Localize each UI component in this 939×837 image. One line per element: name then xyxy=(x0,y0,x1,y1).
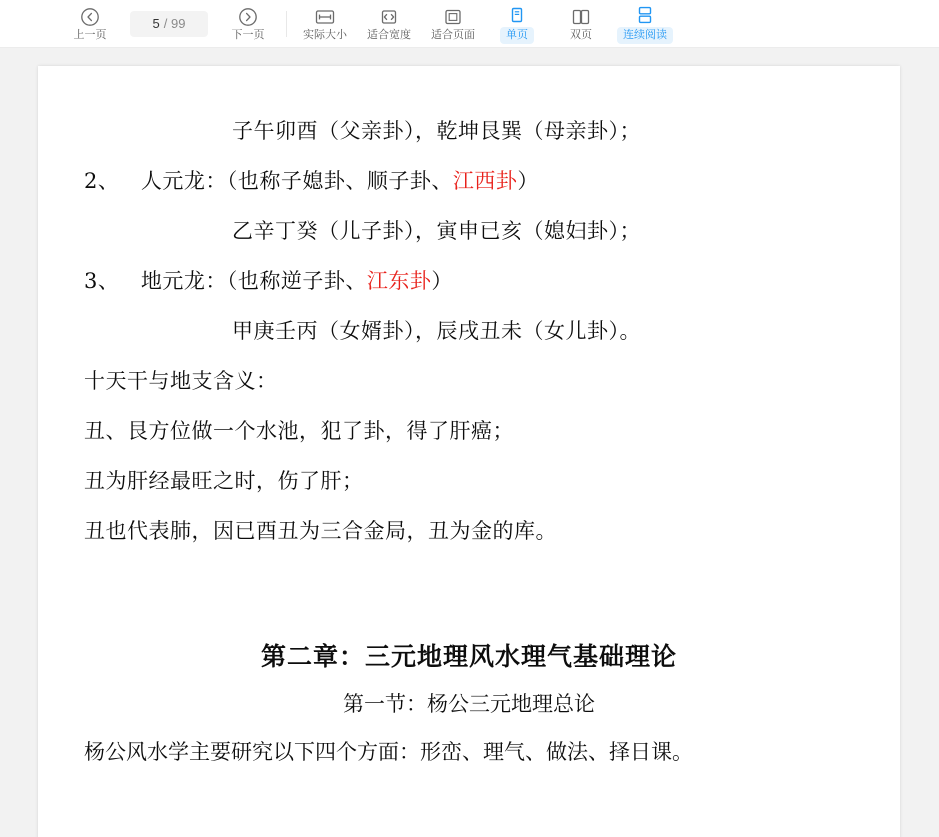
fit-width-label: 适合宽度 xyxy=(367,28,411,41)
continuous-scroll-button[interactable] xyxy=(613,1,677,47)
single-page-icon xyxy=(506,4,528,26)
doc-line-post: ） xyxy=(431,269,453,293)
doc-line-pre: 2、 人元龙：（也称子媳卦、顺子卦、 xyxy=(84,169,453,193)
actual-size-label: 实际大小 xyxy=(303,28,347,41)
doc-line: 丑也代表肺，因已酉丑为三合金局，丑为金的库。 xyxy=(84,519,557,543)
doc-line xyxy=(84,156,854,206)
fit-page-button[interactable] xyxy=(421,1,485,47)
doc-line: 丑为肝经最旺之时，伤了肝； xyxy=(84,469,364,493)
doc-line: 子午卯酉（父亲卦），乾坤艮巽（母亲卦）； xyxy=(232,119,641,143)
next-page-label: 下一页 xyxy=(231,28,265,41)
doc-line: 甲庚壬丙（女婿卦），辰戌丑未（女儿卦）。 xyxy=(232,319,641,343)
doc-line-highlight: 江西卦 xyxy=(452,169,518,193)
double-page-icon xyxy=(570,6,592,28)
doc-line: 丑、艮方位做一个水池，犯了卦，得了肝癌； xyxy=(84,419,514,443)
paragraph-spacer xyxy=(84,556,854,634)
section-title: 第一节：杨公三元地理总论 xyxy=(343,692,595,716)
current-page-value: 5 xyxy=(152,16,160,31)
doc-line: 十天干与地支含义： xyxy=(84,369,278,393)
chapter-title: 第二章：三元地理风水理气基础理论 xyxy=(260,642,677,671)
doc-line-pre: 3、 地元龙：（也称逆子卦、 xyxy=(84,269,367,293)
doc-line: 乙辛丁癸（儿子卦），寅申已亥（媳妇卦）； xyxy=(232,219,641,243)
doc-line-highlight: 江东卦 xyxy=(366,269,432,293)
continuous-scroll-icon xyxy=(634,4,656,26)
total-pages-value: / 99 xyxy=(163,16,186,31)
actual-size-button[interactable] xyxy=(293,1,357,47)
document-viewport[interactable] xyxy=(0,48,939,837)
pdf-page xyxy=(38,66,900,837)
double-page-label: 双页 xyxy=(570,28,592,41)
page-number-input[interactable] xyxy=(130,11,208,37)
fit-width-icon xyxy=(378,6,400,28)
fit-width-button[interactable] xyxy=(357,1,421,47)
toolbar-divider xyxy=(286,11,287,37)
doc-line xyxy=(84,256,854,306)
actual-size-icon xyxy=(314,6,336,28)
doc-line-post: ） xyxy=(517,169,539,193)
fit-page-icon xyxy=(442,6,464,28)
chevron-right-circle-icon xyxy=(238,6,258,28)
continuous-scroll-label: 连续阅读 xyxy=(617,27,673,44)
single-page-label: 单页 xyxy=(500,27,534,44)
prev-page-button[interactable] xyxy=(58,1,122,47)
prev-page-label: 上一页 xyxy=(73,28,107,41)
chevron-left-circle-icon xyxy=(80,6,100,28)
double-page-button[interactable] xyxy=(549,1,613,47)
pdf-toolbar xyxy=(0,0,939,48)
body-paragraph: 杨公风水学主要研究以下四个方面：形峦、理气、做法、择日课。 xyxy=(84,740,693,764)
single-page-button[interactable] xyxy=(485,1,549,47)
next-page-button[interactable] xyxy=(216,1,280,47)
fit-page-label: 适合页面 xyxy=(431,28,475,41)
